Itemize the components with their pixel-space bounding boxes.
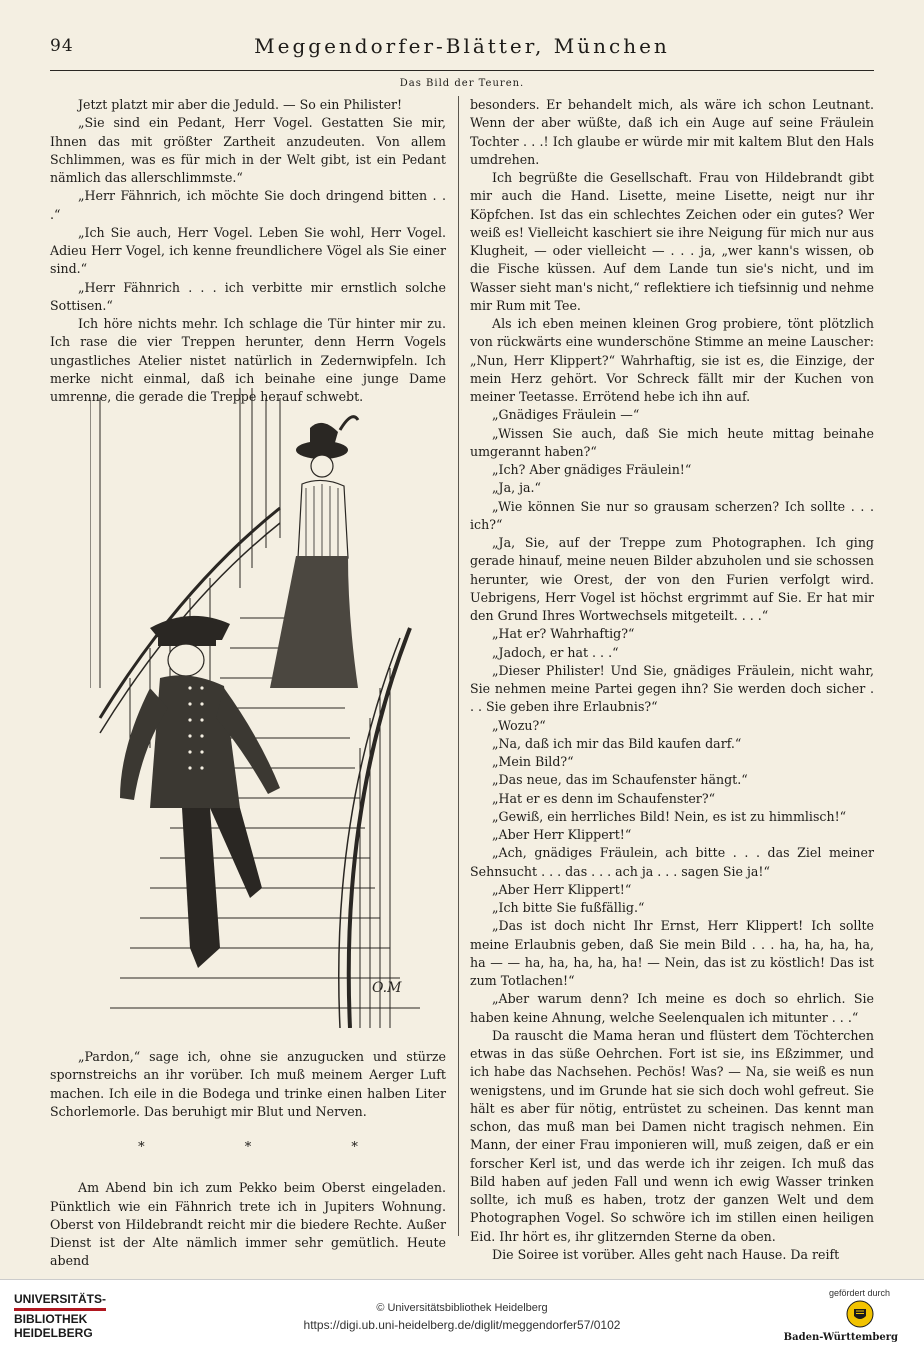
paragraph: „Hat er? Wahrhaftig?“ [492, 626, 635, 642]
paragraph: Ich begrüßte die Gesellschaft. Frau von Hildebrandt gibt mir auch die Hand. Lisette, meine Lisette, neigt nur ihr Köpfchen. Ist das ein schlechtes Zeichen oder ein gutes? Wer weiß es! Vielleicht kaschiert sie ihre Neigung für mich nur aus Klugheit, — oder vielleicht — . . . ja, „wer kann's wissen, ob die Fische küssen. Auf dem Lande tun sie's nicht, und im Wasser sieht man's nicht,“ reflektiere ich tiefsinnig und nehme mir Rum mit Tee. [470, 170, 874, 313]
paragraph: „Ach, gnädiges Fräulein, ach bitte . . . das Ziel meiner Sehnsucht . . . das . . . ach ja . . . sagen Sie ja!“ [470, 845, 874, 879]
paragraph: Jetzt platzt mir aber die Jeduld. — So ein Philister! [78, 97, 403, 112]
paragraph: „Gnädiges Fräulein —“ [492, 407, 640, 423]
paragraph: „Herr Fähnrich, ich möchte Sie doch dringend bitten . . .“ [50, 188, 446, 222]
library-name-line: UNIVERSITÄTS- [14, 1292, 107, 1306]
staircase-illustration [90, 388, 420, 1028]
paragraph: „Ich Sie auch, Herr Vogel. Leben Sie wohl, Herr Vogel. Adieu Herr Vogel, ich kenne freundlichere Vögel als Sie einer sind.“ [50, 224, 446, 277]
paragraph: „Wie können Sie nur so grausam scherzen? Ich sollte . . . ich?“ [470, 498, 874, 532]
right-column [470, 96, 874, 1264]
paragraph: „Mein Bild?“ [492, 754, 574, 769]
library-name-line: HEIDELBERG [14, 1326, 93, 1340]
paragraph: „Aber Herr Klippert!“ [492, 881, 632, 897]
masthead-title: Meggendorfer-Blätter, München [254, 34, 670, 58]
library-footer [0, 1279, 924, 1352]
paragraph: „Herr Fähnrich . . . ich verbitte mir ernstlich solche Sottisen.“ [50, 279, 446, 313]
paragraph: „Ich bitte Sie fußfällig.“ [492, 900, 645, 915]
paragraph: Ich höre nichts mehr. Ich schlage die Tür hinter mir zu. Ich rase die vier Treppen herunter, denn Herrn Vogels ungastliches Atelier nistet natürlich in Zedernwipfeln. Ich merke nicht einmal, daß ich beinahe eine junge Dame umrenne, die gerade die Treppe herauf schwebt. [50, 316, 446, 404]
paragraph: „Na, daß ich mir das Bild kaufen darf.“ [492, 735, 742, 751]
paragraph: „Pardon,“ sage ich, ohne sie anzugucken und stürze spornstreichs an ihr vorüber. Ich muß meinem Aerger Luft machen. Ich eile in die Bodega und trinke einen halben Liter Schorlemorle. Das beruhigt mir Blut und Nerven. [50, 1049, 446, 1119]
paragraph: „Das ist doch nicht Ihr Ernst, Herr Klippert! Ich sollte meine Erlaubnis geben, daß Sie mein Bild . . . ha, ha, ha, ha, ha — — ha, ha, ha, ha, ha! — Nein, das ist zu köstlich! Das ist zum Totlachen!“ [470, 918, 874, 988]
sponsor-name: Baden-Württemberg [783, 1332, 898, 1343]
paragraph: „Wissen Sie auch, daß Sie mich heute mittag beinahe umgerannt haben?“ [470, 425, 874, 459]
paragraph: Da rauscht die Mama heran und flüstert dem Töchterchen etwas in das süße Oehrchen. Fort ist sie, ins Eßzimmer, und ich habe das Nachsehen. Pechös! Was? — Na, sie weiß es nun wenigstens, und im Grunde hat sie sich doch wohl gefreut. Sie hält es aber für nötig, entrüstet zu scheinen. Das kennt man schon, das muß man bei Damen nicht tragisch nehmen. Ein Mann, der einer Frau imponieren will, muß zeigen, daß er ein forscher Kerl ist, und das werde ich ihr zeigen. Ich muß das Bild haben auf jeden Fall und wenn ich ewig Wasser trinken sollte, ich muß es haben, trotz der ganzen Welt und dem Photographen Vogel. So schwöre ich im stillen einen heiligen Eid. Ihr hört es, ihr glitzernden Sterne da oben. [470, 1027, 874, 1244]
paragraph: „Wozu?“ [492, 717, 546, 733]
artist-signature: O.M [372, 980, 402, 996]
paragraph: „Hat er es denn im Schaufenster?“ [492, 790, 716, 806]
sponsor-label: gefördert durch [828, 1288, 890, 1298]
paragraph: „Ich? Aber gnädiges Fräulein!“ [492, 462, 692, 477]
paragraph: „Das neue, das im Schaufenster hängt.“ [492, 772, 748, 788]
state-coat-of-arms-icon[interactable] [846, 1300, 874, 1328]
section-separator: * * * [138, 1140, 406, 1155]
page-header [50, 30, 874, 71]
library-logo[interactable] [14, 1292, 106, 1340]
page-number: 94 [50, 36, 74, 56]
library-name-line: BIBLIOTHEK [14, 1312, 88, 1326]
paragraph: „Ja, ja.“ [492, 480, 541, 496]
paragraph: „Gewiß, ein herrliches Bild! Nein, es ist zu himmlisch!“ [492, 808, 847, 824]
paragraph: „Jadoch, er hat . . .“ [492, 644, 619, 660]
paragraph: „Aber warum denn? Ich meine es doch so ehrlich. Sie haben keine Ahnung, welche Seelenqualen ich mitunter . . .“ [470, 991, 874, 1025]
permalink-url[interactable]: https://digi.ub.uni-heidelberg.de/diglit/meggendorfer57/0102 [303, 1318, 621, 1332]
paragraph: Die Soiree ist vorüber. Alles geht nach Hause. Da reift [492, 1246, 840, 1262]
paragraph: „Aber Herr Klippert!“ [492, 827, 632, 842]
paragraph: „Dieser Philister! Und Sie, gnädiges Fräulein, nicht wahr, Sie nehmen meine Partei gegen ihn? Sie werden doch sicher . . . Sie geben ihre Erlaubnis?“ [470, 662, 874, 715]
copyright-notice: © Universitätsbibliothek Heidelberg [376, 1302, 548, 1314]
left-column-lower [50, 1048, 446, 1271]
story-title: Das Bild der Teuren. [399, 78, 525, 89]
paragraph: Als ich eben meinen kleinen Grog probiere, tönt plötzlich von rückwärts eine wunderschöne Stimme an meine Lauscher: „Nun, Herr Klippert?“ Wahrhaftig, sie ist es, die Einzige, der mein Herz gehört. Vor Schreck fällt mir der Kuchen von meiner Teetasse. Errötend hebe ich ihn auf. [470, 316, 874, 404]
paragraph: „Sie sind ein Pedant, Herr Vogel. Gestatten Sie mir, Ihnen das mit größter Zartheit anzudeuten. Von allem Schlimmen, was es für mich in der Welt gibt, ist ein Pedant nämlich das allerschlimmste.“ [50, 115, 446, 185]
left-column-upper [50, 96, 446, 406]
paragraph: Am Abend bin ich zum Pekko beim Oberst eingeladen. Pünktlich wie ein Fähnrich trete ich in Jupiters Wohnung. Oberst von Hildebrandt reicht mir die biedere Rechte. Außer Dienst ist der Alte nämlich immer sehr gemütlich. Heute abend [50, 1180, 446, 1269]
paragraph: besonders. Er behandelt mich, als wäre ich schon Leutnant. Wenn der aber wüßte, daß ich ein Auge auf seine Fräulein Tochter . . .! Ich glaube er würde mir mit kaltem Blut den Hals umdrehen. [470, 97, 874, 167]
paragraph: „Ja, Sie, auf der Treppe zum Photographen. Ich ging gerade hinauf, meine neuen Bilder abzuholen und sie schossen herunter, wie Orest, der von den Furien verfolgt wird. Uebrigens, Herr Vogel ist höchst ergrimmt auf Sie. Er hat mir den Grund Ihres Wortwechsels mitgeteilt. . . .“ [470, 535, 874, 623]
column-divider [458, 96, 459, 1236]
